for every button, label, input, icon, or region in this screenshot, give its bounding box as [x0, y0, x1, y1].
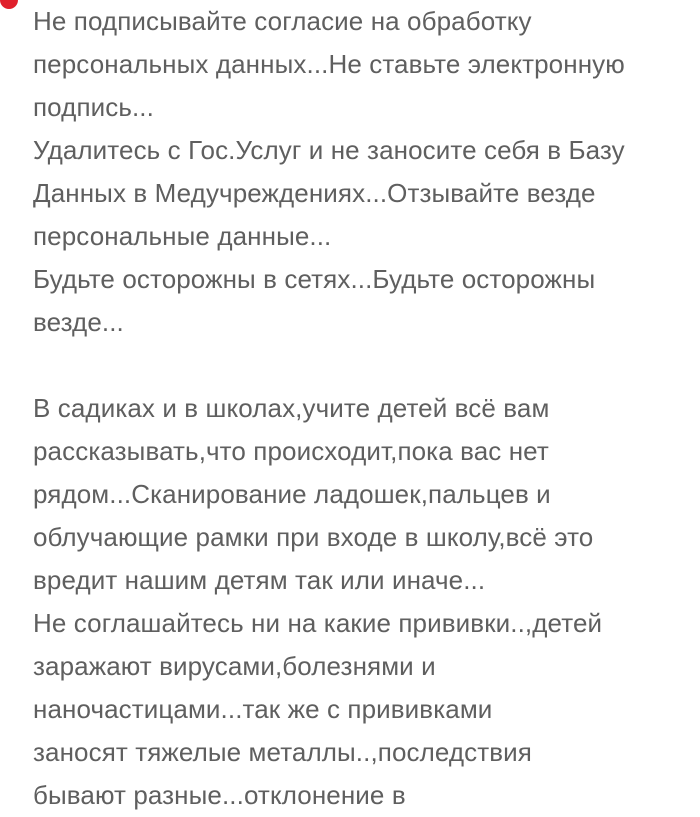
paragraph-break [33, 344, 673, 387]
message-text [33, 0, 673, 817]
message-line: Будьте осторожны в сетях...Будьте осторожны [33, 264, 596, 294]
message-line: персональных данных...Не ставьте электронную [33, 49, 625, 79]
message-line: В садиках и в школах,учите детей всё вам [33, 393, 550, 423]
message-line: Удалитесь с Гос.Услуг и не заносите себя в Базу [33, 135, 625, 165]
message-line: облучающие рамки при входе в школу,всё это [33, 522, 594, 552]
message-line: Не подписывайте согласие на обработку [33, 6, 532, 36]
message-line: рассказывать,что происходит,пока вас нет [33, 436, 549, 466]
message-line: заражают вирусами,болезнями и [33, 651, 436, 681]
message-line: рядом...Сканирование ладошек,пальцев и [33, 479, 551, 509]
message-line: Данных в Медучреждениях...Отзывайте везде [33, 178, 596, 208]
message-line: заносят тяжелые металлы..,последствия [33, 737, 532, 767]
message-line: наночастицами...так же с прививками [33, 694, 493, 724]
unread-indicator-dot [0, 0, 18, 9]
message-line: бывают разные...отклонение в [33, 780, 406, 810]
message-line: вредит нашим детям так или иначе... [33, 565, 486, 595]
message-line: персональные данные... [33, 221, 332, 251]
message-line: Не соглашайтесь ни на какие прививки..,детей [33, 608, 603, 638]
message-line: подпись... [33, 92, 154, 122]
message-line: везде... [33, 307, 124, 337]
